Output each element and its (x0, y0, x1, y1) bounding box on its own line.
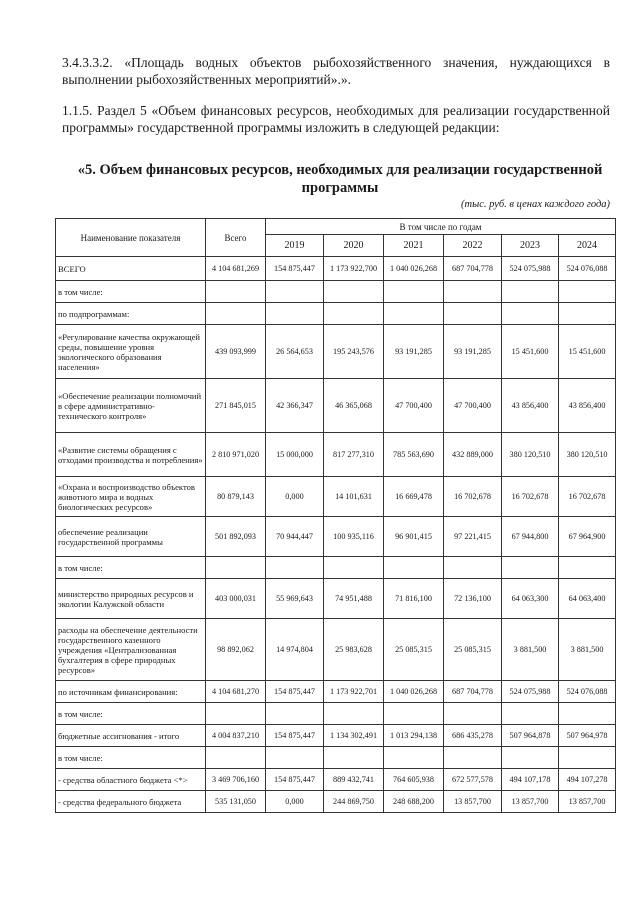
header-indicator-name: Наименование показателя (56, 219, 206, 257)
cell-year-value: 154 875,447 (266, 769, 324, 791)
cell-year-value: 47 700,400 (444, 379, 502, 433)
row-label: расходы на обеспечение деятельности государственного казенного учреждения «Централизованная бухгалтерия в сфере природных ресурсов» (56, 619, 206, 681)
table-row (56, 379, 616, 433)
cell-year-value (266, 281, 324, 303)
cell-year-value: 13 857,700 (502, 791, 559, 813)
cell-year-value (502, 303, 559, 325)
cell-year-value: 14 974,804 (266, 619, 324, 681)
cell-year-value (559, 747, 616, 769)
cell-year-value (324, 747, 384, 769)
cell-year-value: 1 013 294,138 (384, 725, 444, 747)
cell-total: 501 892,093 (206, 517, 266, 557)
cell-year-value: 687 704,778 (444, 681, 502, 703)
cell-year-value: 16 702,678 (502, 477, 559, 517)
cell-year-value: 72 136,100 (444, 579, 502, 619)
cell-year-value: 1 173 922,701 (324, 681, 384, 703)
row-label: бюджетные ассигнования - итого (56, 725, 206, 747)
cell-total: 2 810 971,020 (206, 433, 266, 477)
cell-year-value: 1 040 026,268 (384, 257, 444, 281)
cell-year-value: 100 935,116 (324, 517, 384, 557)
cell-year-value: 494 107,178 (502, 769, 559, 791)
table-row (56, 747, 616, 769)
cell-year-value (324, 557, 384, 579)
cell-year-value (324, 281, 384, 303)
cell-total: 271 845,015 (206, 379, 266, 433)
cell-year-value: 672 577,578 (444, 769, 502, 791)
cell-year-value: 154 875,447 (266, 681, 324, 703)
table-row (56, 619, 616, 681)
row-label: в том числе: (56, 281, 206, 303)
cell-year-value: 16 702,678 (559, 477, 616, 517)
cell-total: 535 131,050 (206, 791, 266, 813)
cell-total: 3 469 706,160 (206, 769, 266, 791)
header-year: 2024 (559, 235, 616, 257)
header-year: 2022 (444, 235, 502, 257)
cell-year-value: 15 451,600 (559, 325, 616, 379)
cell-total: 4 104 681,269 (206, 257, 266, 281)
row-label: обеспечение реализации государственной программы (56, 517, 206, 557)
cell-year-value: 380 120,510 (502, 433, 559, 477)
cell-year-value (444, 747, 502, 769)
cell-year-value (559, 557, 616, 579)
cell-year-value: 248 688,200 (384, 791, 444, 813)
cell-year-value: 25 085,315 (444, 619, 502, 681)
units-note: (тыс. руб. в ценах каждого года) (461, 199, 610, 210)
cell-year-value: 43 856,400 (559, 379, 616, 433)
cell-year-value: 524 076,088 (559, 681, 616, 703)
row-label: в том числе: (56, 703, 206, 725)
table-row (56, 703, 616, 725)
cell-year-value: 42 366,347 (266, 379, 324, 433)
section-title: «5. Объем финансовых ресурсов, необходимых для реализации государственной программы (77, 162, 603, 196)
cell-year-value: 494 107,278 (559, 769, 616, 791)
row-label: «Регулирование качества окружающей среды, повышение уровня экологического образования населения» (56, 325, 206, 379)
cell-year-value: 686 435,278 (444, 725, 502, 747)
finance-table (55, 218, 616, 813)
cell-total (206, 557, 266, 579)
row-label: - средства федерального бюджета (56, 791, 206, 813)
cell-year-value (502, 557, 559, 579)
cell-year-value: 524 076,088 (559, 257, 616, 281)
table-row (56, 769, 616, 791)
cell-year-value (502, 703, 559, 725)
cell-year-value (384, 703, 444, 725)
cell-year-value: 13 857,700 (559, 791, 616, 813)
cell-year-value: 195 243,576 (324, 325, 384, 379)
cell-total: 4 004 837,210 (206, 725, 266, 747)
paragraph-item-3-4-3-3-2: 3.4.3.3.2. «Площадь водных объектов рыбохозяйственного значения, нуждающихся в выполнении рыбохозяйственных мероприятий».». (62, 55, 610, 87)
cell-year-value: 25 085,315 (384, 619, 444, 681)
cell-year-value: 26 564,653 (266, 325, 324, 379)
cell-year-value: 74 951,488 (324, 579, 384, 619)
cell-year-value (324, 703, 384, 725)
cell-year-value (324, 303, 384, 325)
header-years-group: В том числе по годам (266, 219, 616, 235)
cell-year-value (559, 703, 616, 725)
cell-year-value: 1 173 922,700 (324, 257, 384, 281)
cell-year-value (444, 703, 502, 725)
cell-total: 439 093,999 (206, 325, 266, 379)
cell-year-value: 1 134 302,491 (324, 725, 384, 747)
row-label: ВСЕГО (56, 257, 206, 281)
cell-year-value (266, 703, 324, 725)
cell-year-value (384, 303, 444, 325)
cell-year-value: 380 120,510 (559, 433, 616, 477)
table-row (56, 325, 616, 379)
cell-year-value: 154 875,447 (266, 257, 324, 281)
table-row (56, 257, 616, 281)
cell-year-value: 64 063,400 (559, 579, 616, 619)
cell-year-value: 13 857,700 (444, 791, 502, 813)
cell-year-value: 67 944,800 (502, 517, 559, 557)
cell-total (206, 747, 266, 769)
cell-year-value: 0,000 (266, 791, 324, 813)
cell-year-value: 25 983,628 (324, 619, 384, 681)
row-label: «Развитие системы обращения с отходами производства и потребления» (56, 433, 206, 477)
cell-year-value: 3 881,500 (559, 619, 616, 681)
cell-year-value: 46 365,068 (324, 379, 384, 433)
cell-year-value (384, 281, 444, 303)
cell-year-value: 16 669,478 (384, 477, 444, 517)
row-label: министерство природных ресурсов и экологии Калужской области (56, 579, 206, 619)
cell-year-value: 96 901,415 (384, 517, 444, 557)
cell-year-value: 70 944,447 (266, 517, 324, 557)
cell-year-value: 432 889,000 (444, 433, 502, 477)
row-label: в том числе: (56, 557, 206, 579)
table-body (56, 257, 616, 813)
cell-year-value: 785 563,690 (384, 433, 444, 477)
cell-year-value (444, 303, 502, 325)
cell-year-value (502, 747, 559, 769)
cell-year-value: 154 875,447 (266, 725, 324, 747)
row-label: «Обеспечение реализации полномочий в сфере административно-технического контроля» (56, 379, 206, 433)
cell-year-value: 0,000 (266, 477, 324, 517)
cell-year-value: 93 191,285 (384, 325, 444, 379)
table-row (56, 579, 616, 619)
cell-year-value (559, 303, 616, 325)
header-year: 2020 (324, 235, 384, 257)
cell-year-value (444, 557, 502, 579)
cell-year-value: 55 969,643 (266, 579, 324, 619)
cell-year-value (384, 747, 444, 769)
cell-total (206, 703, 266, 725)
table-row (56, 477, 616, 517)
row-label: по источникам финансирования: (56, 681, 206, 703)
cell-year-value: 524 075,988 (502, 257, 559, 281)
cell-year-value: 244 869,750 (324, 791, 384, 813)
paragraph-item-1-1-5: 1.1.5. Раздел 5 «Объем финансовых ресурсов, необходимых для реализации государственной программы» государственной программы изложить в следующей редакции: (62, 103, 610, 135)
cell-year-value: 15 451,600 (502, 325, 559, 379)
cell-year-value: 507 964,878 (502, 725, 559, 747)
cell-year-value: 43 856,400 (502, 379, 559, 433)
header-year: 2023 (502, 235, 559, 257)
cell-year-value (384, 557, 444, 579)
cell-year-value (266, 303, 324, 325)
cell-year-value (266, 557, 324, 579)
table-row (56, 557, 616, 579)
cell-year-value: 67 964,900 (559, 517, 616, 557)
cell-year-value (444, 281, 502, 303)
table-row (56, 725, 616, 747)
table-row (56, 281, 616, 303)
cell-total: 98 892,062 (206, 619, 266, 681)
cell-year-value: 889 432,741 (324, 769, 384, 791)
cell-year-value: 817 277,310 (324, 433, 384, 477)
row-label: в том числе: (56, 747, 206, 769)
cell-year-value: 15 000,000 (266, 433, 324, 477)
cell-year-value: 93 191,285 (444, 325, 502, 379)
cell-total: 403 000,031 (206, 579, 266, 619)
table-row (56, 681, 616, 703)
cell-year-value (559, 281, 616, 303)
cell-year-value: 764 605,938 (384, 769, 444, 791)
header-year: 2021 (384, 235, 444, 257)
cell-year-value: 16 702,678 (444, 477, 502, 517)
cell-year-value: 47 700,400 (384, 379, 444, 433)
cell-year-value: 97 221,415 (444, 517, 502, 557)
cell-year-value: 524 075,988 (502, 681, 559, 703)
cell-year-value: 507 964,978 (559, 725, 616, 747)
cell-year-value: 3 881,500 (502, 619, 559, 681)
table-row (56, 303, 616, 325)
cell-year-value: 71 816,100 (384, 579, 444, 619)
cell-year-value (266, 747, 324, 769)
cell-year-value (502, 281, 559, 303)
header-year: 2019 (266, 235, 324, 257)
table-row (56, 517, 616, 557)
row-label: - средства областного бюджета <*> (56, 769, 206, 791)
table-row (56, 791, 616, 813)
cell-year-value: 687 704,778 (444, 257, 502, 281)
row-label: по подпрограммам: (56, 303, 206, 325)
cell-total: 4 104 681,270 (206, 681, 266, 703)
cell-year-value: 1 040 026,268 (384, 681, 444, 703)
cell-total: 80 879,143 (206, 477, 266, 517)
header-total: Всего (206, 219, 266, 257)
cell-year-value: 64 063,300 (502, 579, 559, 619)
cell-total (206, 303, 266, 325)
cell-year-value: 14 101,631 (324, 477, 384, 517)
row-label: «Охрана и воспроизводство объектов животного мира и водных биологических ресурсов» (56, 477, 206, 517)
cell-total (206, 281, 266, 303)
table-row (56, 433, 616, 477)
